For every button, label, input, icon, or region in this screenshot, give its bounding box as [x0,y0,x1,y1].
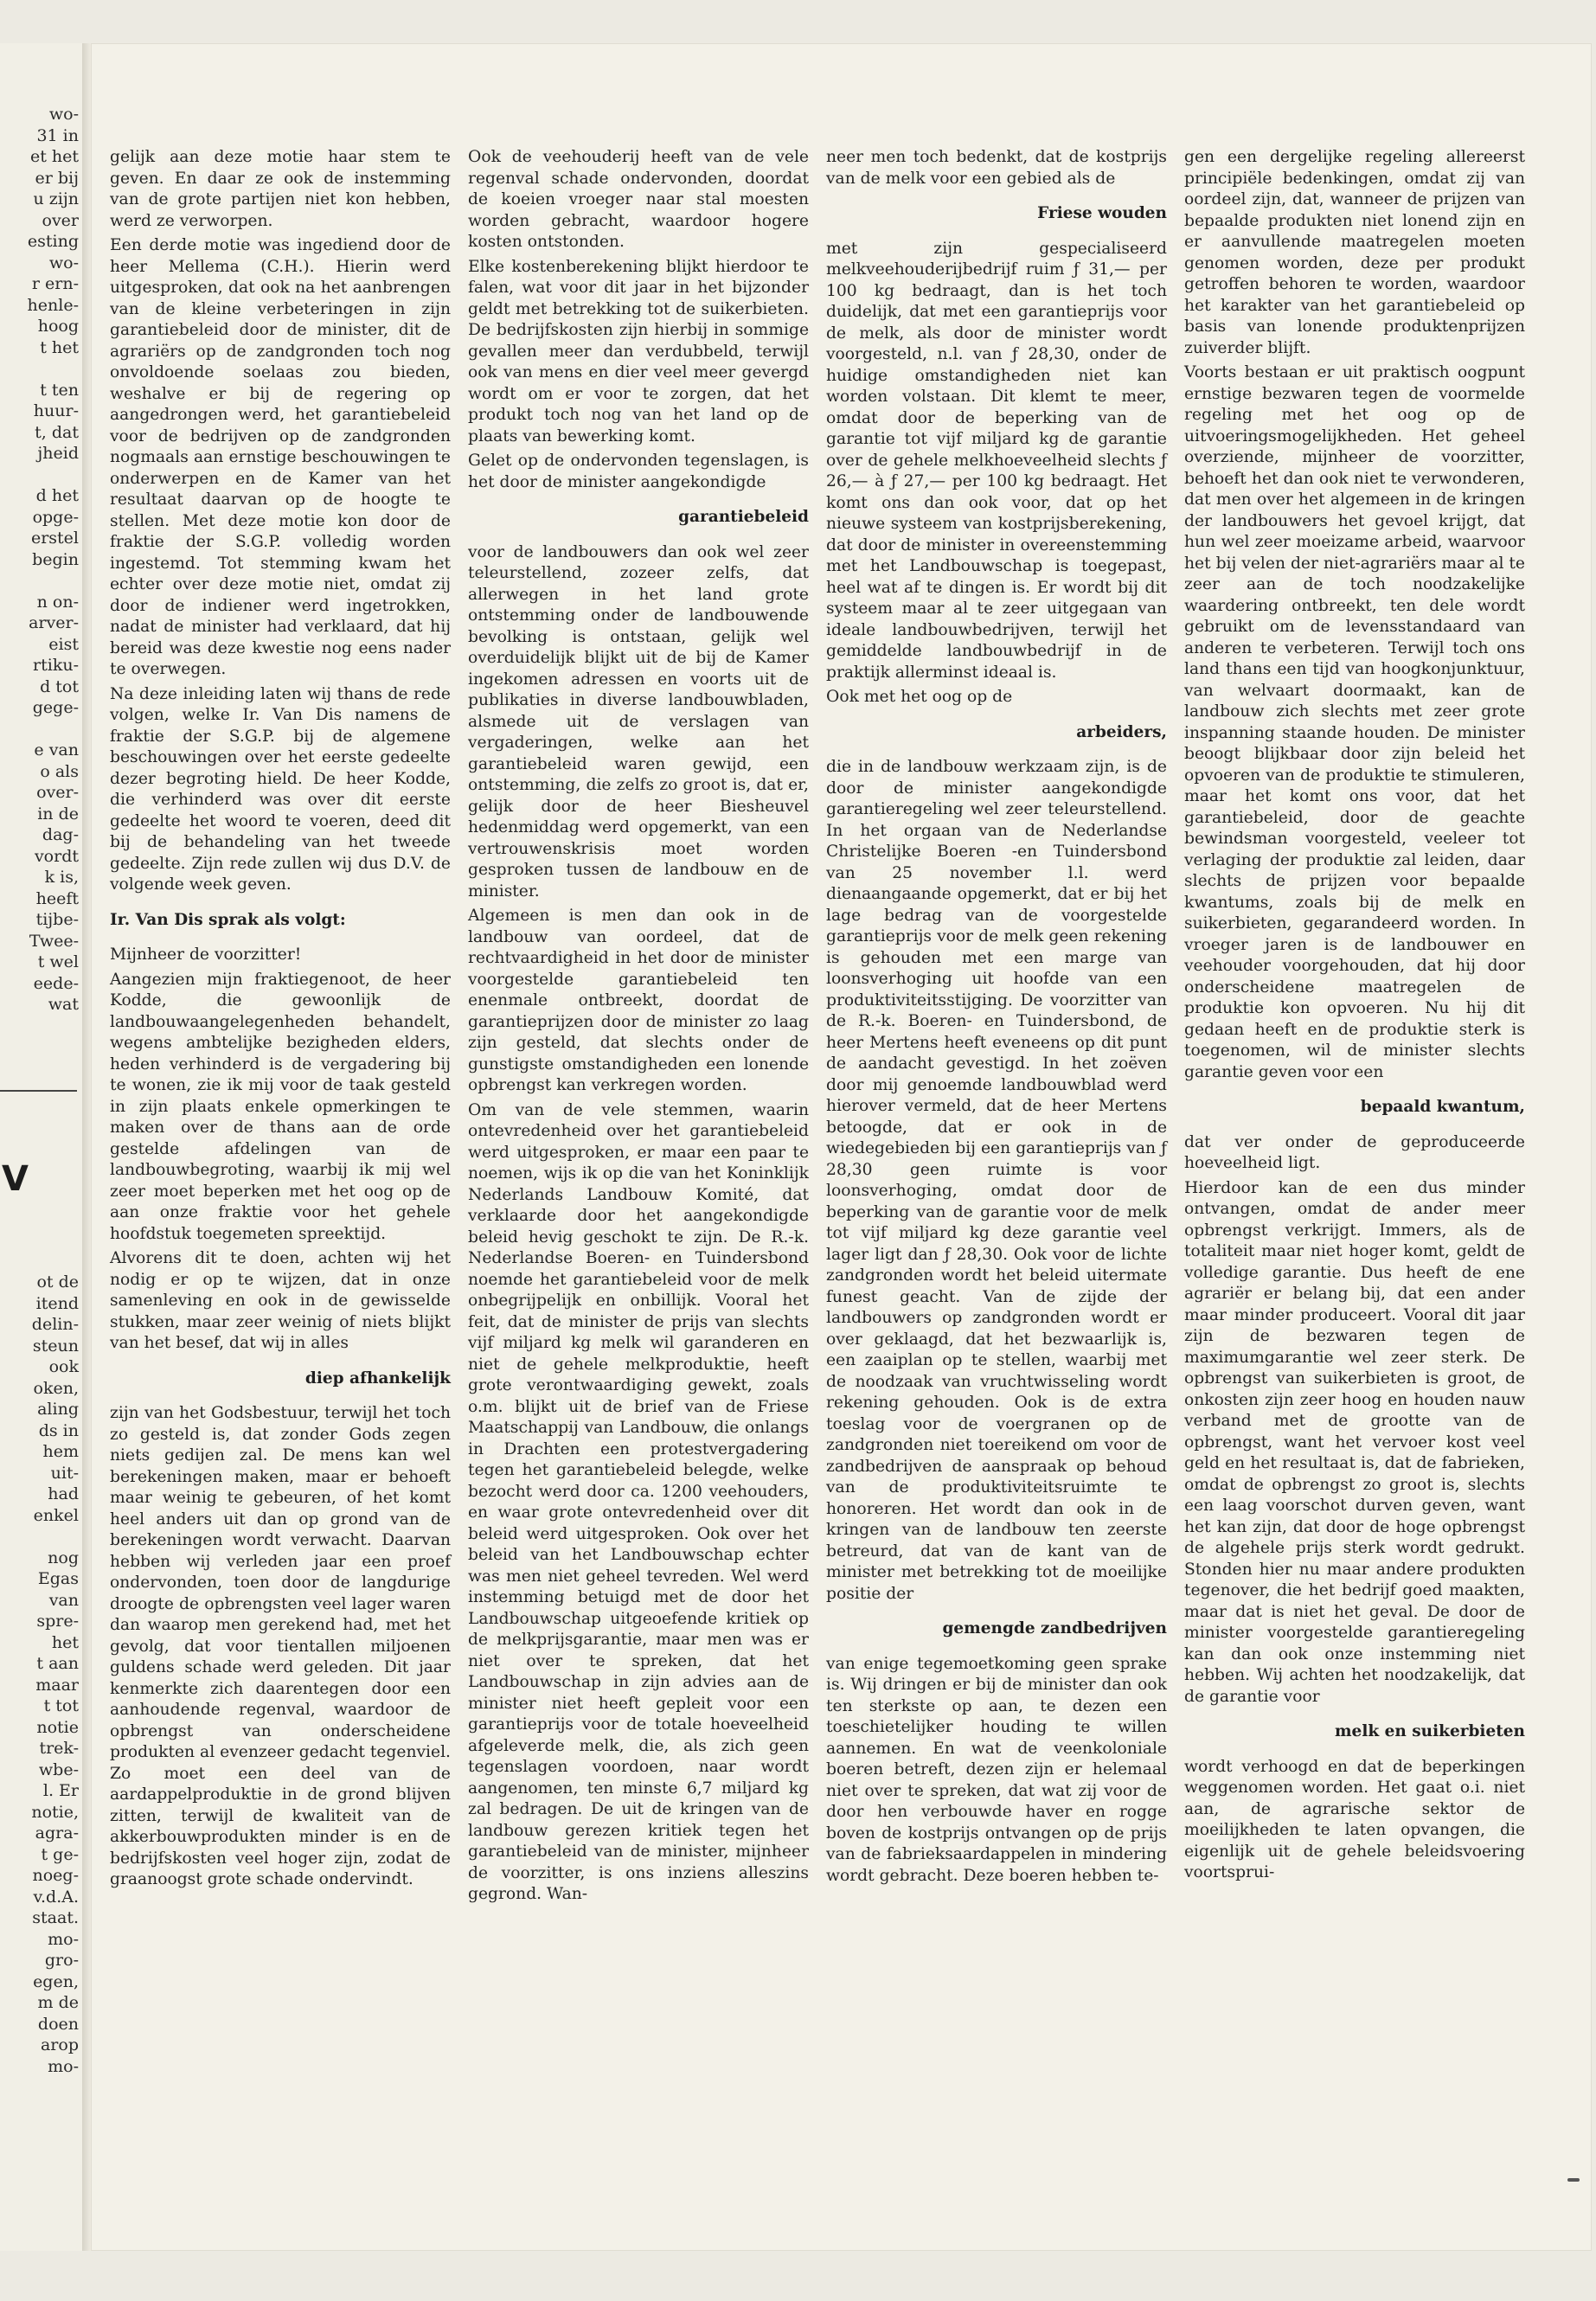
adjacent-text-fragment: t ge- [41,1844,79,1864]
adjacent-text-fragment: t aan [36,1654,79,1673]
paragraph: Na deze inleiding laten wij thans de rede volgen, welke Ir. Van Dis namens de fraktie der S.G.P. bij de algemene beschouwingen over het eerste gedeelte dezer begroting hield. De heer Kodde, die verhinderd was over dit eerste gedeelte het woord te voeren, deed dit bij de behandeling van het tweede gedeelte. Zijn rede zullen wij dus D.V. de volgende week geven. [110,684,451,894]
adjacent-text-fragment: trek- [39,1739,79,1758]
adjacent-page-initial: V [2,1159,29,1199]
adjacent-text-fragment: aling [37,1400,79,1419]
adjacent-text-fragment: staat. [32,1908,79,1927]
adjacent-text-fragment: ds in [38,1420,79,1440]
paragraph: Gelet op de ondervonden tegenslagen, is het door de minister aangekondigde [468,452,809,491]
page-corner-mark [1567,2178,1580,2182]
adjacent-text-fragment: uit- [50,1463,79,1483]
paragraph: Aangezien mijn fraktiegenoot, de heer Kodde, die gewoonlijk de landbouwaangelegenheden behandelt, wegens ambtelijke bezigheden elders, heden verhinderd is de vergadering bij te wonen, zie ik mij voor de taak gesteld in zijn plaats enkele opmerkingen te maken over de thans aan de orde gestelde afdelingen van de landbouwbegroting, waarbij ik mij wel zeer moet beperken met het oog op de aan onze fraktie voor het gehele hoofdstuk toegemeten spreektijd. [110,970,451,1243]
adjacent-text-fragment: dag- [42,825,79,844]
speaker-heading: Ir. Van Dis sprak als volgt: [110,910,346,929]
adjacent-text-fragment: in de [37,804,79,824]
adjacent-text-fragment: had [48,1484,79,1503]
adjacent-text-fragment: d tot [40,676,79,696]
adjacent-text-fragment: t wel [37,952,79,971]
adjacent-text-fragment: u zijn [33,189,79,208]
adjacent-text-fragment: arop [40,2035,79,2054]
adjacent-text-fragment: hem [42,1442,79,1461]
adjacent-text-fragment: gege- [32,698,79,717]
adjacent-text-fragment: over- [36,783,79,802]
paragraph: Een derde motie was ingediend door de heer Mellema (C.H.). Hierin werd uitgesproken, dat ook na het aanbrengen van de kleine verbeteringen in zijn garantiebeleid door de minister, dit de agrariërs op de zandgronden toch nog onvoldoende soelaas zou bieden, weshalve er bij de regering op aangedrongen werd, het garantiebeleid voor de bedrijven op de zandgronden nogmaals aan ernstige beschouwingen te onderwerpen en de Kamer van het resultaat daarvan op de hoogte te stellen. Met deze motie kon door de fraktie der S.G.P. volledig worden ingestemd. Tot stemming kwam het echter over deze motie niet, omdat zij door de indiener werd ingetrokken, nadat de minister had verklaard, dat hij bereid was deze kwestie nog eens nader te overwegen. [110,236,451,678]
adjacent-text-fragment: hoog [37,317,79,336]
paragraph: Algemeen is men dan ook in de landbouw van oordeel, dat de rechtvaardigheid in het door de minister voorgestelde garantiebeleid ten enenmale ontbreekt, doordat de garantieprijzen door de minister zo laag zijn gesteld, dat slechts onder de gunstigste omstandigheden een lonende opbrengst kan verkregen worden. [468,907,809,1094]
adjacent-text-fragment: wo- [48,105,79,124]
text-column-2 [468,147,809,1909]
adjacent-text-fragment: l. Er [42,1781,79,1800]
paragraph: dat ver onder de geproduceerde hoeveelheid ligt. [1184,1132,1525,1172]
adjacent-text-fragment: r ern- [31,274,79,293]
paragraph: Elke kostenberekening blijkt hierdoor te falen, wat voor dit jaar in het bijzonder geldt met betrekking tot de suikerbieten. De bedrijfskosten zijn hierbij in sommige gevallen meer dan verdubbeld, terwijl ook van mens en dier veel meer gevergd wordt om er voor te zorgen, dat het produkt toch nog van het land op de plaats van bewerking komt. [468,257,809,445]
adjacent-text-fragment: vordt [34,846,79,866]
adjacent-text-fragment: ot de [36,1272,79,1292]
paragraph: Mijnheer de voorzitter! [110,945,302,964]
subheading: arbeiders, [1076,722,1167,741]
adjacent-text-fragment: mo- [48,2056,79,2076]
adjacent-page-rule [0,1090,77,1092]
adjacent-text-fragment: opge- [32,507,79,527]
adjacent-text-fragment: eist [48,634,79,654]
paragraph: Ook met het oog op de [826,688,1013,706]
adjacent-text-fragment: eede- [33,973,79,993]
adjacent-text-fragment: d het [35,486,79,505]
paragraph: Voorts bestaan er uit praktisch oogpunt ernstige bezwaren tegen de voormelde regeling met het oog op de uitvoeringsmogelijkheden. Het geheel overziende, mijnheer de voorzitter, behoeft het dan ook niet te verwonderen, dat men over het algemeen in de kringen der landbouwers het gevoel krijgt, dat hun wel zeer moeizame arbeid, waarvoor het bij velen der niet-agrariërs maar al te zeer aan de toch noodzakelijke waardering ontbreekt, ten dele wordt gebruikt om de levensstandaard van anderen te verbeteren. Terwijl toch ons land thans een tijd van hoogkonjunktuur, van welvaart doormaakt, kan de landbouw zich slechts met zeer grote inspanning staande houden. De minister beoogt blijkbaar door zijn beleid het opvoeren van de produktie te stimuleren, maar het komt ons voor, dat het garantiebeleid, door de geachte bewindsman voorgesteld, veeleer tot verlaging der produktie zal leiden, daar slechts de prijzen voor bepaalde kwantums, zoals bij de melk en suikerbieten, gegarandeerd worden. In vroeger jaren is de landbouwer en veehouder voorgehouden, dat hij door onderscheidene maatregelen de produktie kon opvoeren. Nu hij dit gedaan heeft en de produktie sterk is toegenomen, wil de minister slechts garantie geven voor een [1184,363,1525,1081]
subheading: garantiebeleid [678,508,809,526]
adjacent-text-fragment: ook [48,1357,79,1376]
subheading: diep afhankelijk [304,1368,451,1388]
adjacent-text-fragment: gro- [44,1951,79,1970]
paragraph: wordt verhoogd en dat de beperkingen weggenomen worden. Het gaat o.i. niet aan, de agrarische sektor de moeilijkheden te laten opvangen, die eigenlijk uit de gehele beleidsvoering voortsprui- [1184,1757,1525,1881]
adjacent-text-fragment: t tot [43,1696,79,1715]
adjacent-text-fragment: wo- [48,253,79,272]
adjacent-text-fragment: arver- [29,613,79,632]
adjacent-text-fragment: et het [29,147,79,166]
adjacent-text-fragment: doen [37,2014,79,2034]
adjacent-text-fragment: tijbe- [35,910,79,929]
adjacent-text-fragment: huur- [33,401,79,420]
adjacent-text-fragment: erstel [30,529,79,548]
subheading: bepaald kwantum, [1360,1098,1525,1116]
paragraph: van enige tegemoetkoming geen sprake is. Wij dringen er bij de minister dan ook ten sterkste op aan, te dezen een toeschietelijker houding te willen aannemen. En wat de veenkoloniale boeren betreft, dezen zijn er helemaal niet over te spreken, dat wat zij voor de door hen verbouwde haver en rogge boven de kostprijs ontvangen op de prijs van de fabrieksaardappelen in mindering wordt gebracht. Deze boeren hebben te- [826,1654,1167,1885]
adjacent-text-fragment: henle- [27,295,79,315]
adjacent-text-fragment: egen, [33,1971,79,1991]
adjacent-text-fragment: Twee- [29,931,79,951]
adjacent-text-fragment: jheid [37,444,79,463]
adjacent-text-fragment: agra- [35,1823,79,1843]
adjacent-text-fragment: noeg- [32,1866,79,1885]
paragraph: die in de landbouw werkzaam zijn, is de door de minister aangekondigde garantieregeling wel zeer teleurstellend. In het orgaan van de Nederlandse Christelijke Boeren -en Tuindersbond van 25 november l.l. werd dienaangaande opgemerkt, dat er bij het lage bedrag van de voorgestelde garantieprijs voor de melk geen rekening is gehouden met een marge van loonsverhoging uit hoofde van een produktiviteitsstijging. De voorzitter van de R.-k. Boeren- en Tuindersbond, de heer Mertens heeft eveneens op dit punt de aandacht gevestigd. In het zoëven door mij genoemde landbouwblad werd hierover vermeld, dat de heer Mertens betoogde, dat er ook in de wiedegebieden bij een garantieprijs van ƒ 28,30 geen ruimte is voor loonsverhoging, omdat door de beperking van de garantie voor de melk tot vijf miljard kg deze garantie veel lager ligt dan ƒ 28,30. Ook voor de lichte zandgronden wordt het beleid uitermate funest geacht. Van de zijde der landbouwers op zandgronden wordt er over geklaagd, dat het bezwaarlijk is, een zaaiplan op te stellen, waarbij met de noodzaak van vruchtwisseling wordt rekening gehouden. Ook is de extra toeslag voor de voergranen op de zandgronden niet toereikend om voor de zandbedrijven de aanspraak op behoud van de produktiviteitsruimte te honoreren. Het wordt dan ook in de kringen van de landbouw ten zeerste betreurd, dat van de kant van de minister met betrekking tot de moeilijke positie der [826,758,1167,1603]
adjacent-text-fragment: wbe- [38,1759,79,1779]
adjacent-text-fragment: nog [48,1548,79,1567]
adjacent-text-fragment: van [48,1590,79,1610]
adjacent-text-fragment: t het [40,337,79,357]
subheading: gemengde zandbedrijven [942,1619,1167,1638]
adjacent-text-fragment: steun [32,1336,79,1356]
paragraph: gelijk aan deze motie haar stem te geven. En daar ze ook de instemming van de grote partijen niet kon hebben, werd ze verworpen. [110,148,451,230]
adjacent-text-fragment: heeft [35,888,79,908]
adjacent-text-fragment: het [51,1632,79,1652]
adjacent-text-fragment: notie [36,1717,79,1737]
adjacent-text-fragment: notie, [31,1802,79,1822]
subheading: Friese wouden [1037,204,1167,222]
adjacent-text-fragment: 31 in [36,125,79,145]
adjacent-text-fragment: rtiku- [33,656,79,675]
adjacent-text-fragment: delin- [31,1315,79,1334]
adjacent-text-fragment: k is, [44,868,79,887]
text-column-3 [826,147,1167,1890]
adjacent-page-strip [0,43,82,2251]
paragraph: Hierdoor kan de een dus minder ontvangen, omdat de ander meer opbrengst verkrijgt. Immers, als de totaliteit maar niet hoger komt, geldt de volledige garantie. Dus heeft de ene agrariër er belang bij, dat een ander maar minder produceert. Vooral dit jaar zijn de bezwaren tegen de maximumgarantie wel zeer sterk. De opbrengst van suikerbieten is groot, de onkosten zijn zeer hoog en houden nauw verband met de grootte van de opbrengst, want het vervoer kost veel geld en het resultaat is, dat de fabrieken, omdat de opbrengst zo groot is, slechts een laag voorschot durven geven, want het kan zijn, dat door de hoge opbrengst de algehele prijs sterk wordt gedrukt. Stonden hier nu maar andere produkten tegenover, die het bedrijf goed maakten, maar dat is niet het geval. De door de minister voorgestelde garantieregeling kan dan ook onze instemming niet hebben. Wij achten het noodzakelijk, dat de garantie voor [1184,1178,1525,1706]
adjacent-text-fragment: over [42,210,79,230]
adjacent-text-fragment: Egas [37,1569,79,1588]
subheading: melk en suikerbieten [1334,1722,1525,1740]
adjacent-text-fragment: m de [37,1993,79,2012]
adjacent-text-fragment: mo- [48,1929,79,1949]
newspaper-page [91,43,1592,2251]
adjacent-text-fragment: itend [35,1293,79,1313]
paragraph: Ook de veehouderij heeft van de vele regenval schade ondervonden, doordat de koeien vroeger naar stal moesten worden gebracht, waardoor hogere kosten ontstonden. [468,148,809,251]
paragraph: Alvorens dit te doen, achten wij het nodig er op te wijzen, dat in onze samenleving en ook in de gewisselde stukken, maar zeer weinig of niets blijkt van het besef, dat wij in alles [110,1249,451,1352]
paragraph: gen een dergelijke regeling allereerst principiële bedenkingen, omdat zij van oordeel zijn, dat, wanneer de prijzen van bepaalde produkten niet lonend zijn en er aanvullende maatregelen moeten genomen worden, deze per produkt getroffen behoren te worden, waardoor het karakter van het garantiebeleid op basis van lonende produktenprijzen zuiverder blijft. [1184,148,1525,357]
paragraph: voor de landbouwers dan ook wel zeer teleurstellend, zozeer zelfs, dat allerwegen in het land grote ontstemming onder de landbouwende bevolking is ontstaan, gelijk wel overduidelijk blijkt uit de bij de Kamer ingekomen adressen en voorts uit de publikaties in diverse landbouwbladen, alsmede uit de verslagen van vergaderingen, welke aan het garantiebeleid waren gewijd, een ontstemming, die zelfs zo groot is, dat er, gelijk door de heer Biesheuvel hedenmiddag werd opgemerkt, van een vertrouwenskrisis moet worden gesproken tussen de landbouw en de minister. [468,542,809,901]
adjacent-text-fragment: n on- [36,592,79,612]
paragraph: met zijn gespecialiseerd melkveehouderijbedrijf ruim ƒ 31,— per 100 kg bedraagt, dan is het toch duidelijk, dat met een garantieprijs voor de melk, als door de minister wordt voorgesteld, n.l. van ƒ 28,30, onder de huidige omstandigheden niet kan worden volstaan. Dit klemt te meer, omdat door de beperking van de garantie tot vijf miljard kg de garantie over de gehele melkhoeveelheid slechts ƒ 26,— à ƒ 27,— per 100 kg bedraagt. Het komt ons dan ook voor, dat op het nieuwe systeem van kostprijsberekening, dat door de minister in overeenstemming met het Landbouwschap is toegepast, heel wat af te dingen is. Er wordt bij dit systeem maar al te zeer uitgegaan van ideale landbouwbedrijven, terwijl het gemiddelde landbouwbedrijf in de praktijk allerminst ideaal is. [826,239,1167,682]
adjacent-text-fragment: o als [40,761,79,781]
adjacent-text-fragment: enkel [33,1505,79,1525]
adjacent-text-fragment: er bij [35,168,79,188]
adjacent-text-fragment: e van [34,740,79,760]
text-column-1 [110,147,451,1894]
adjacent-text-fragment: maar [35,1675,79,1695]
adjacent-text-fragment: oken, [33,1378,79,1398]
adjacent-text-fragment: t ten [40,380,79,400]
adjacent-text-fragment: esting [27,232,79,251]
adjacent-text-fragment: begin [32,549,79,569]
adjacent-text-fragment: spre- [36,1612,79,1631]
adjacent-text-fragment: t, dat [35,422,79,442]
text-column-4 [1184,147,1525,1888]
adjacent-text-fragment: v.d.A. [33,1887,79,1907]
adjacent-text-fragment: wat [48,995,79,1014]
paragraph: zijn van het Godsbestuur, terwijl het toch zo gesteld is, dat zonder Gods zegen niets gedijen zal. De mens kan wel berekeningen maken, maar er behoeft maar weinig te gebeuren, of het komt heel anders uit dan op grond van de berekeningen wordt verwacht. Daarvan hebben wij verleden jaar een proef ondervonden, toen door de langdurige droogte de opbrengsten veel lager waren dan waarop men gerekend had, met het gevolg, dat voor tientallen miljoenen guldens schade werd geleden. Dit jaar kenmerkte zich daarentegen door een aanhoudende regenval, waardoor de opbrengst van onderscheidene produkten al evenzeer gedacht tegenviel. Zo moet een deel van de aardappelproduktie in de grond blijven zitten, terwijl de kwaliteit van de akkerbouwprodukten minder is en de bedrijfskosten veel hoger zijn, zodat de graanoogst grote schade ondervindt. [110,1404,451,1888]
paragraph: Om van de vele stemmen, waarin ontevredenheid over het garantiebeleid werd uitgesproken, er maar een paar te noemen, wijs ik op die van het Koninklijk Nederlands Landbouw Komité, dat verklaarde door het aangekondigde beleid hevig geschokt te zijn. De R.-k. Nederlandse Boeren- en Tuindersbond noemde het garantiebeleid voor de melk onbegrijpelijk en onbillijk. Vooral het feit, dat de minister de prijs van slechts vijf miljard kg melk wil garanderen en niet de gehele melkproduktie, heeft grote verontwaardiging gewekt, zoals o.m. blijkt uit de brief van de Friese Maatschappij van Landbouw, die onlangs in Drachten een protestvergadering tegen het garantiebeleid belegde, welke bezocht werd door ca. 1200 veehouders, en waar grote ontevredenheid over dit beleid werd uitgesproken. Ook over het beleid van het Landbouwschap echter was men niet geheel tevreden. Wel werd instemming betuigd met de door het Landbouwschap uitgeoefende kritiek op de melkprijsgarantie, maar men was er niet over te spreken, dat het Landbouwschap in zijn advies aan de minister niet heeft gepleit voor een garantieprijs voor de totale hoeveelheid afgeleverde melk, die, als zich geen tegenslagen voordoen, naar wordt aangenomen, ten minste 6,7 miljard kg zal bedragen. De uit de kringen van de landbouw gerezen kritiek tegen het garantiebeleid van de minister, mijnheer de voorzitter, is ons inziens alleszins gegrond. Wan- [468,1100,809,1903]
paragraph: neer men toch bedenkt, dat de kostprijs van de melk voor een gebied als de [826,148,1167,188]
